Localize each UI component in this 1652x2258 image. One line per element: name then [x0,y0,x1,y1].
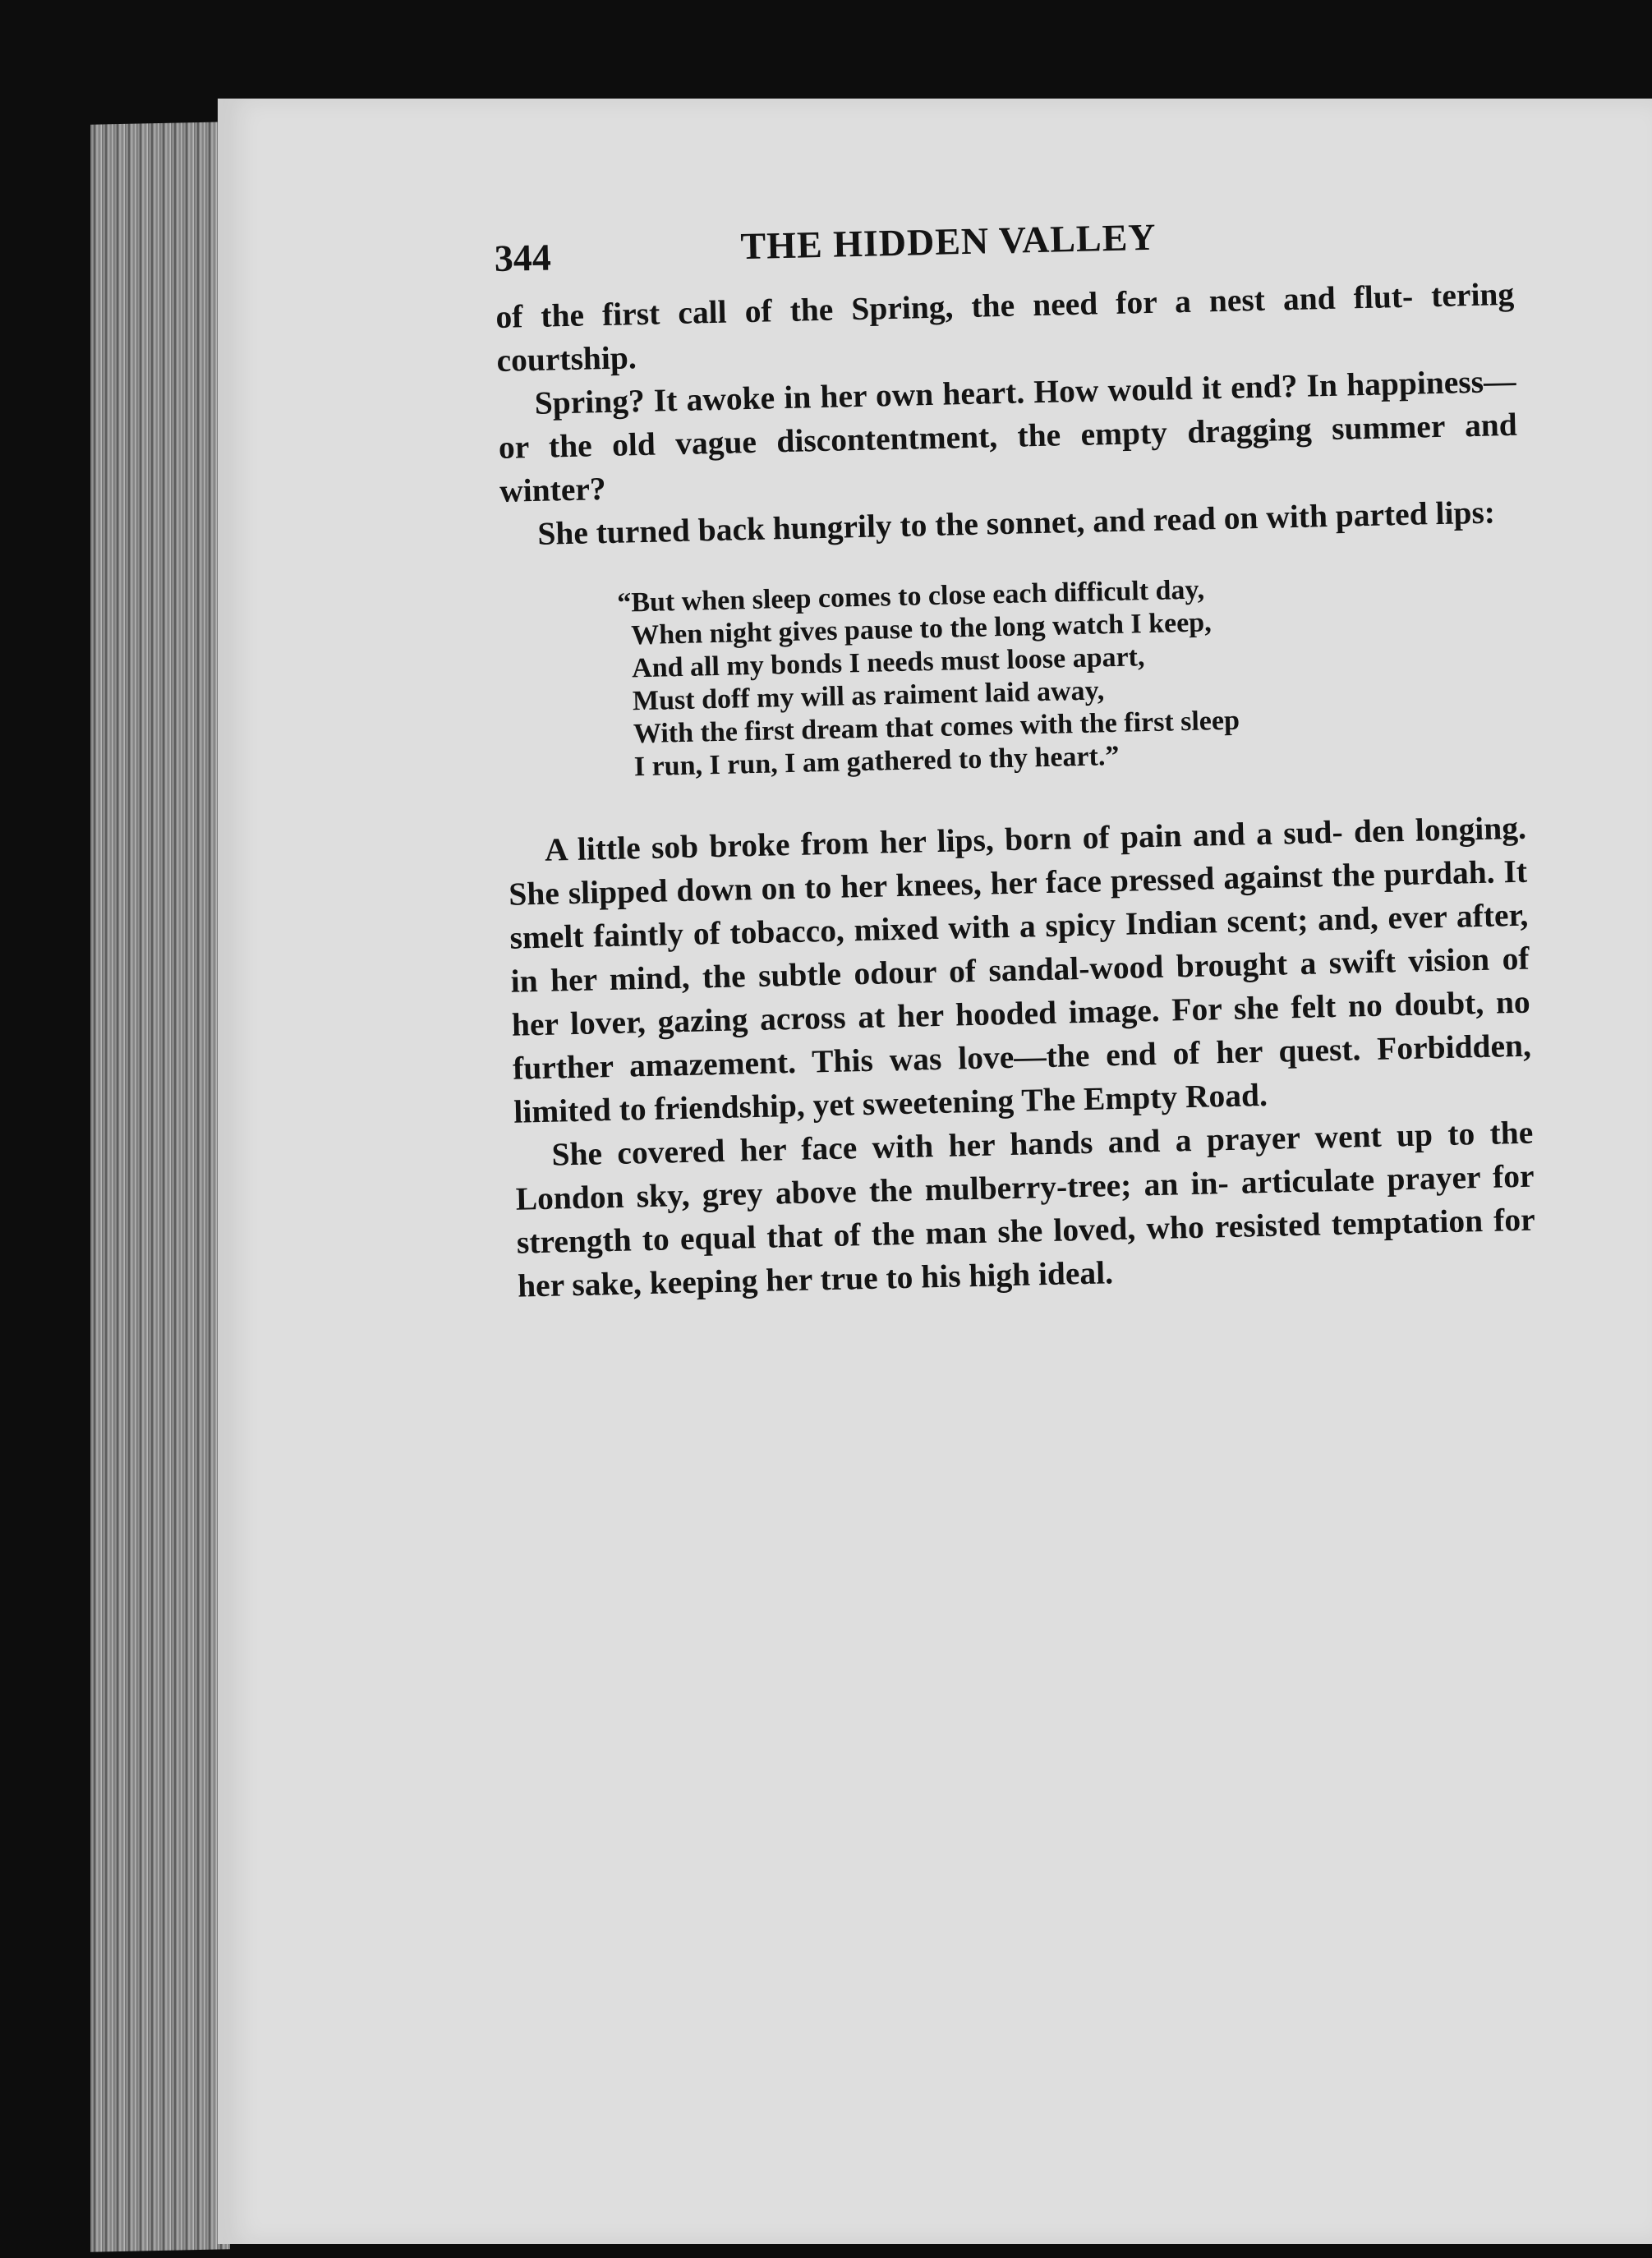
paragraph: of the first call of the Spring, the need for a nest and flut- tering courtship. [495,275,1515,379]
poem-line: Must doff my will as raiment laid away, [632,675,1105,717]
paragraph: A little sob broke from her lips, born of pain and a sud- den longing. She slipped down on to her knees, her face pressed against the purdah. It smelt faintly of tobacco, mixed with a spicy Indian scent; and, ever after, in her mind, the subtle odour of sandal-wood brought a swift vision of her lover, gazing across at her hooded image. For she felt no doubt, no further amazement. This was love—the end of her quest. Forbidden, limited to friendship, yet sweetening The Empty Road. [508,809,1532,1130]
book-page [218,99,1652,2244]
paragraph: She turned back hungrily to the sonnet, and read on with parted lips: [536,494,1496,552]
body-text [495,273,1537,1308]
poem-line: With the first dream that comes with the first sleep [633,705,1240,750]
running-title: THE HIDDEN VALLEY [739,215,1157,268]
book-page-edges [90,122,230,2252]
paragraph: Spring? It awoke in her own heart. How would it end? In happiness—or the old vague discontentment, the empty dragging summer and winter? [498,362,1518,509]
page-content [494,207,1536,1308]
sonnet-quote [617,567,1525,784]
poem-line: “But when sleep comes to close each difficult day, [616,574,1205,619]
poem-line: I run, I run, I am gathered to thy heart.” [633,740,1120,783]
poem-line: And all my bonds I needs must loose apart, [631,642,1145,684]
page-number: 344 [494,236,552,279]
poem-line: When night gives pause to the long watch I keep, [630,607,1213,651]
paragraph: She covered her face with her hands and a prayer went up to the London sky, grey above the mulberry-tree; an in- articulate prayer for strength to equal that of the man she loved, who resisted temptation for her sake, keeping her true to his high ideal. [515,1114,1536,1304]
